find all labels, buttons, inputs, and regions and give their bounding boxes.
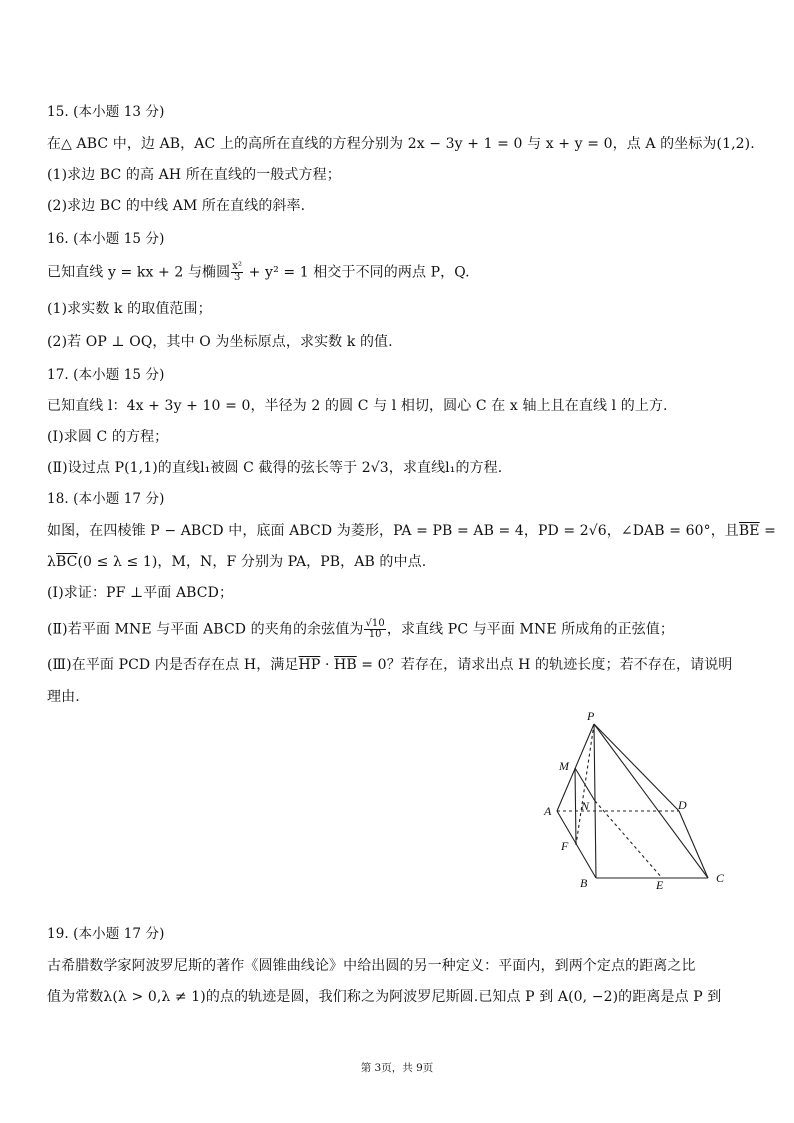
problem-16-statement	[47, 262, 757, 283]
ellipse-fraction-denominator: 3	[233, 272, 241, 283]
problem-18-statement-line-2	[47, 553, 757, 571]
label-m: M	[559, 759, 569, 773]
problem-16-part-2: (2)若 OP ⊥ OQ，其中 O 为坐标原点，求实数 k 的值.	[47, 334, 393, 350]
problem-18-heading: 18. (本小题 17 分)	[47, 491, 165, 507]
vector-be: $\overline{BE}$	[738, 523, 760, 539]
label-e: E	[656, 878, 664, 892]
label-b: B	[580, 876, 588, 890]
problem-15-part-2: (2)求边 BC 的中线 AM 所在直线的斜率.	[47, 198, 306, 214]
problem-18-part-3-post: = 0？若存在，请求出点 H 的轨迹长度；若不存在，请说明	[356, 657, 733, 673]
problem-17-statement: 已知直线 l：4x + 3y + 10 = 0，半径为 2 的圆 C 与 l 相切，圆心 C 在 x 轴上且在直线 l 的上方.	[47, 398, 668, 414]
problem-18-part-2-pre: (Ⅱ)若平面 MNE 与平面 ABCD 的夹角的余弦值为	[47, 621, 364, 638]
label-n: N	[581, 799, 590, 813]
problem-18-part-2-post: ，求直线 PC 与平面 MNE 所成角的正弦值；	[386, 621, 674, 638]
problem-18-part-1: (Ⅰ)求证：PF ⊥平面 ABCD；	[47, 585, 234, 601]
cosine-fraction-denominator: 10	[368, 629, 382, 640]
vector-hb: $\overline{HB}$	[334, 657, 357, 673]
problem-18-statement-line-1	[47, 522, 777, 540]
problem-15-heading: 15. (本小题 13 分)	[47, 104, 165, 120]
pyramid-diagram	[540, 700, 740, 900]
label-c: C	[716, 871, 725, 885]
problem-16-statement-post: + y² = 1 相交于不同的两点 P，Q.	[244, 264, 470, 281]
problem-19-statement-line-1: 古希腊数学家阿波罗尼斯的著作《圆锥曲线论》中给出圆的另一种定义：平面内，到两个定点的距离之比	[47, 958, 696, 974]
edge-pc	[594, 724, 708, 878]
problem-18-part-3-cont: 理由.	[47, 689, 80, 705]
label-a: A	[544, 804, 552, 818]
problem-16-heading: 16. (本小题 15 分)	[47, 231, 165, 247]
line-ne-hidden	[595, 801, 662, 878]
problem-15-statement: 在△ ABC 中，边 AB，AC 上的高所在直线的方程分别为 2x − 3y + 1 = 0 与 x + y = 0，点 A 的坐标为(1,2).	[47, 136, 755, 152]
problem-15-part-1: (1)求边 BC 的高 AH 所在直线的一般式方程；	[47, 167, 341, 183]
ellipse-fraction	[231, 262, 243, 283]
ellipse-fraction-numerator: x²	[232, 261, 243, 272]
problem-17-part-1: (Ⅰ)求圆 C 的方程；	[47, 429, 169, 445]
problem-18-part-3-pre: (Ⅲ)在平面 PCD 内是否存在点 H，满足	[47, 657, 299, 673]
cosine-fraction	[364, 619, 385, 640]
problem-16-part-1: (1)求实数 k 的取值范围；	[47, 301, 212, 317]
dot-operator: ·	[320, 657, 335, 673]
problem-18-part-3	[47, 656, 757, 674]
line-pf-hidden	[576, 724, 594, 845]
label-p: P	[587, 709, 595, 723]
problem-19-statement-line-2: 值为常数λ(λ > 0,λ ≠ 1)的点的轨迹是圆，我们称之为阿波罗尼斯圆.已知点 P 到 A(0, −2)的距离是点 P 到	[47, 989, 722, 1005]
problem-18-line-1-pre: 如图，在四棱锥 P − ABCD 中，底面 ABCD 为菱形，PA = PB = AB = 4，PD = 2√6，∠DAB = 60°，且	[47, 523, 739, 539]
label-f: F	[561, 839, 569, 853]
problem-17-part-2: (Ⅱ)设过点 P(1,1)的直线l₁被圆 C 截得的弦长等于 2√3，求直线l₁的方程.	[47, 460, 503, 476]
label-d: D	[678, 798, 687, 812]
problem-18-line-2-pre: λ	[47, 554, 56, 570]
problem-18-line-2-post: (0 ≤ λ ≤ 1)，M，N，F 分别为 PA，PB，AB 的中点.	[77, 554, 427, 570]
problem-18-line-1-post: =	[759, 523, 777, 539]
cosine-fraction-numerator: √10	[365, 618, 385, 629]
problem-16-statement-pre: 已知直线 y = kx + 2 与椭圆	[47, 264, 231, 281]
page-footer: 第 3页，共 9页	[360, 1062, 434, 1074]
edge-pd	[594, 724, 679, 811]
problem-17-heading: 17. (本小题 15 分)	[47, 367, 165, 383]
vector-bc: $\overline{BC}$	[55, 554, 78, 570]
pyramid-figure	[540, 700, 740, 900]
problem-19-heading: 19. (本小题 17 分)	[47, 926, 165, 942]
problem-18-part-2	[47, 619, 757, 640]
vector-hp: $\overline{HP}$	[298, 657, 321, 673]
line-mf	[575, 768, 576, 845]
